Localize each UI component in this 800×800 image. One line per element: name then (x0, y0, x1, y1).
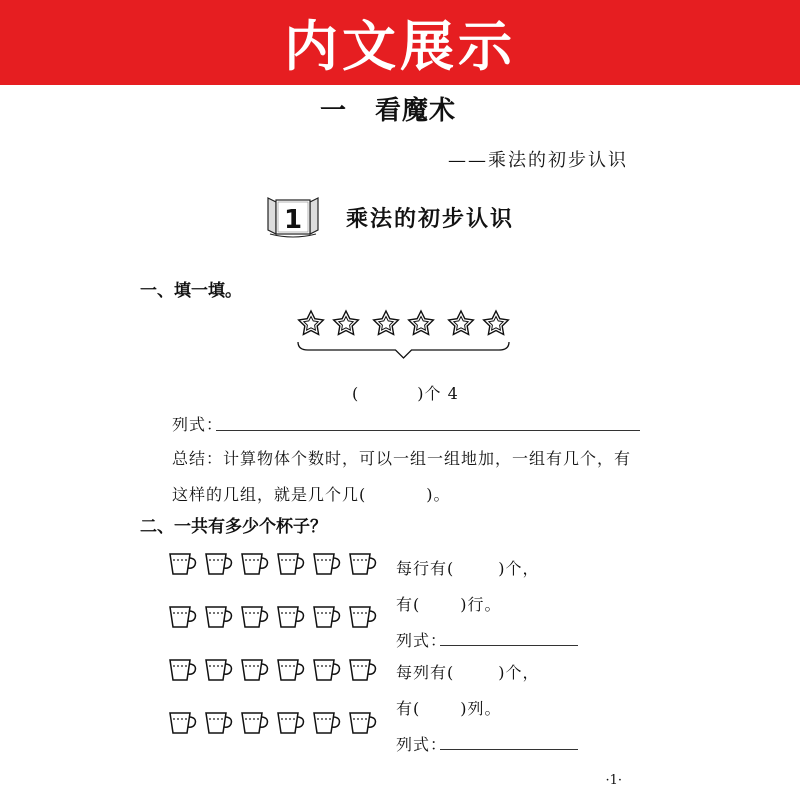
cup-icon (314, 607, 339, 627)
col-count-text (396, 696, 502, 719)
cups-figure (164, 548, 380, 748)
formula-line-1[interactable] (216, 430, 640, 431)
cup-icon (170, 660, 195, 680)
row-each-post: )个， (498, 559, 540, 578)
cup-icon (278, 713, 303, 733)
unit-number: 一 (320, 96, 348, 126)
banner-title: 内文展示 (284, 15, 516, 78)
summary-line-2-post: )。 (426, 485, 451, 504)
section-2-heading: 二、一共有多少个杯子？ (140, 517, 327, 537)
cup-icon (206, 554, 231, 574)
formula-line-2[interactable] (440, 645, 578, 646)
cup-icon (206, 607, 231, 627)
lesson-badge-icon (262, 194, 324, 240)
star-icon (449, 311, 474, 335)
cup-icon (314, 713, 339, 733)
cup-icon (170, 607, 195, 627)
cup-icon (206, 660, 231, 680)
col-count-pre: 有( (396, 699, 421, 718)
row-count-text (396, 592, 502, 615)
section-1-heading: 一、填一填。 (140, 281, 242, 301)
cup-icon (242, 607, 267, 627)
promo-banner (0, 0, 800, 85)
cup-icon (278, 607, 303, 627)
formula-label-2: 列式： (396, 631, 448, 650)
cup-icon (350, 660, 375, 680)
unit-subtitle: ——乘法的初步认识 (448, 150, 628, 171)
brace-icon (298, 342, 509, 358)
star-icon (374, 311, 399, 335)
star-icon (334, 311, 359, 335)
row-each-text (396, 556, 540, 579)
summary-line-1: 总结：计算物体个数时，可以一组一组地加，一组有几个，有 (172, 449, 632, 468)
summary-line-2 (172, 482, 451, 505)
cup-icon (170, 554, 195, 574)
caption-close: )个 4 (417, 384, 459, 403)
formula-label-3: 列式： (396, 735, 448, 754)
row-each-pre: 每行有( (396, 559, 455, 578)
row-count-post: )行。 (460, 595, 502, 614)
caption-open: ( (352, 384, 360, 403)
cup-icon (350, 554, 375, 574)
formula-line-3[interactable] (440, 749, 578, 750)
cup-icon (278, 554, 303, 574)
summary-line-2-pre: 这样的几组，就是几个几( (172, 485, 367, 504)
lesson-title: 乘法的初步认识 (346, 207, 515, 232)
star-icon (484, 311, 509, 335)
cup-icon (242, 660, 267, 680)
cup-icon (206, 713, 231, 733)
col-each-post: )个， (498, 663, 540, 682)
cup-icon (242, 713, 267, 733)
lesson-number: 1 (283, 205, 303, 235)
star-groups-figure (294, 308, 510, 360)
cup-icon (314, 554, 339, 574)
row-count-pre: 有( (396, 595, 421, 614)
cup-icon (278, 660, 303, 680)
formula-label-1: 列式： (172, 415, 224, 434)
col-each-pre: 每列有( (396, 663, 455, 682)
cup-icon (350, 713, 375, 733)
col-each-text (396, 660, 540, 683)
cup-icon (350, 607, 375, 627)
unit-name: 看魔术 (375, 96, 457, 126)
star-icon (409, 311, 434, 335)
unit-title (320, 90, 456, 127)
cup-icon (242, 554, 267, 574)
star-icon (299, 311, 324, 335)
groups-caption (352, 381, 459, 404)
cup-icon (314, 660, 339, 680)
cup-icon (170, 713, 195, 733)
col-count-post: )列。 (460, 699, 502, 718)
page-number: ·1· (605, 773, 622, 788)
